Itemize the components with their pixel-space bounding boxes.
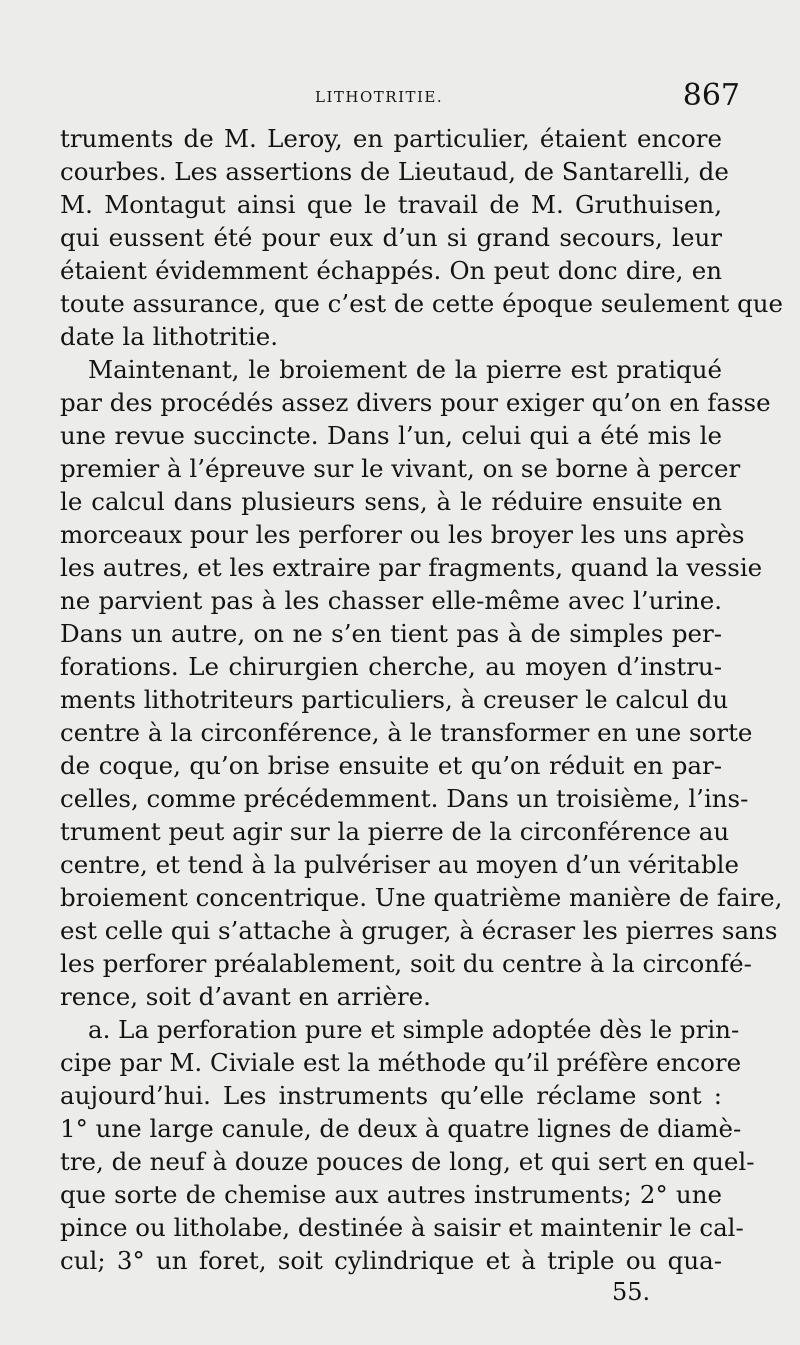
text-line: les autres, et les extraire par fragments, quand la vessie — [60, 553, 763, 582]
text-line: courbes. Les assertions de Lieutaud, de Santarelli, de — [60, 157, 729, 186]
text-line: le calcul dans plusieurs sens, à le réduire ensuite en — [60, 487, 722, 516]
text-line: aujourd’hui. Les instruments qu’elle réclame sont : — [60, 1081, 722, 1110]
text-line: centre à la circonférence, à le transformer en une sorte — [60, 718, 753, 747]
text-line: que sorte de chemise aux autres instruments; 2° une — [60, 1180, 722, 1209]
text-line: forations. Le chirurgien cherche, au moyen d’instru- — [60, 652, 722, 681]
text-line: trument peut agir sur la pierre de la circonférence au — [60, 817, 730, 846]
text-line: de coque, qu’on brise ensuite et qu’on réduit en par- — [60, 751, 722, 780]
page-number: 867 — [682, 78, 740, 113]
text-line: a. La perforation pure et simple adoptée dès le prin- — [88, 1015, 740, 1044]
running-title: LITHOTRITIE. — [315, 88, 444, 106]
text-line: date la lithotritie. — [60, 322, 279, 351]
page-header — [60, 78, 740, 118]
text-line: Dans un autre, on ne s’en tient pas à de simples per- — [60, 619, 722, 648]
text-line: premier à l’épreuve sur le vivant, on se borne à percer — [60, 454, 741, 483]
body-text — [60, 122, 784, 1277]
text-line: cipe par M. Civiale est la méthode qu’il préfère encore — [60, 1048, 742, 1077]
text-line: les perforer préalablement, soit du centre à la circonfé- — [60, 949, 752, 978]
signature-mark: 55. — [612, 1278, 651, 1306]
text-line: truments de M. Leroy, en particulier, étaient encore — [60, 124, 722, 153]
text-line: celles, comme précédemment. Dans un troisième, l’ins- — [60, 784, 749, 813]
text-line: centre, et tend à la pulvériser au moyen d’un véritable — [60, 850, 739, 879]
text-line: une revue succincte. Dans l’un, celui qui a été mis le — [60, 421, 722, 450]
text-line: cul; 3° un foret, soit cylindrique et à triple ou qua- — [60, 1246, 722, 1275]
text-line: ne parvient pas à les chasser elle-même avec l’urine. — [60, 586, 722, 615]
text-line: morceaux pour les perforer ou les broyer les uns après — [60, 520, 745, 549]
text-line: Maintenant, le broiement de la pierre est pratiqué — [88, 355, 722, 384]
text-line: toute assurance, que c’est de cette époque seulement que — [60, 289, 784, 318]
text-line: par des procédés assez divers pour exiger qu’on en fasse — [60, 388, 771, 417]
text-line: rence, soit d’avant en arrière. — [60, 982, 431, 1011]
text-line: M. Montagut ainsi que le travail de M. Gruthuisen, — [60, 190, 722, 219]
text-line: 1° une large canule, de deux à quatre lignes de diamè- — [60, 1114, 742, 1143]
text-line: est celle qui s’attache à gruger, à écraser les pierres sans — [60, 916, 778, 945]
text-line: broiement concentrique. Une quatrième manière de faire, — [60, 883, 783, 912]
text-line: qui eussent été pour eux d’un si grand secours, leur — [60, 223, 722, 252]
text-line: ments lithotriteurs particuliers, à creuser le calcul du — [60, 685, 729, 714]
text-line: étaient évidemment échappés. On peut donc dire, en — [60, 256, 722, 285]
text-line: tre, de neuf à douze pouces de long, et qui sert en quel- — [60, 1147, 755, 1176]
text-line: pince ou litholabe, destinée à saisir et maintenir le cal- — [60, 1213, 744, 1242]
